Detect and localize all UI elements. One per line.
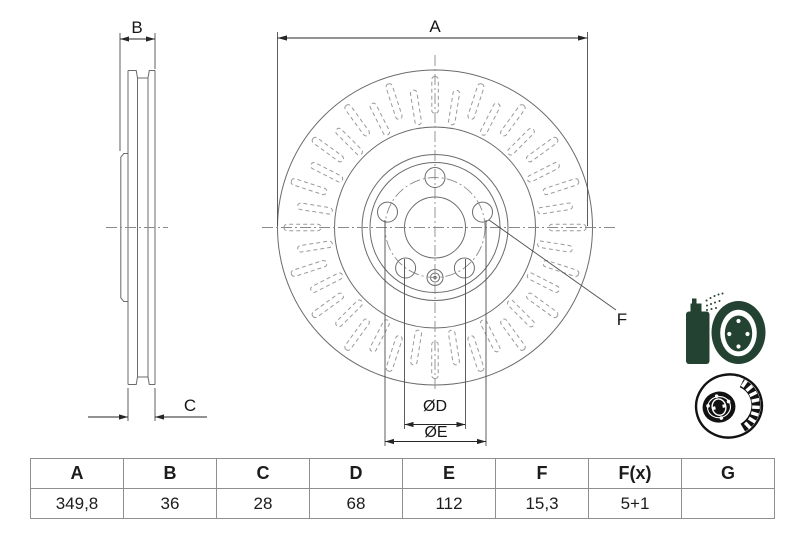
dim-label-diameter-e: ØE bbox=[424, 424, 448, 441]
bolt-hole bbox=[473, 202, 493, 222]
table-header-d: D bbox=[310, 459, 403, 489]
table-header-f: F bbox=[496, 459, 589, 489]
table-value-row bbox=[31, 489, 775, 519]
table-header-fx: F(x) bbox=[589, 459, 682, 489]
front-view bbox=[262, 17, 627, 446]
side-view bbox=[88, 18, 207, 421]
table-value-e: 112 bbox=[403, 489, 496, 519]
spray-mist bbox=[706, 293, 724, 312]
dim-label-f: F bbox=[616, 310, 628, 329]
spray-can-icon bbox=[686, 299, 710, 365]
dimension-c bbox=[88, 388, 207, 421]
table-value-d: 68 bbox=[310, 489, 403, 519]
table-value-a: 349,8 bbox=[31, 489, 124, 519]
dim-label-b: B bbox=[131, 18, 143, 37]
vented-disc-icon bbox=[690, 368, 768, 443]
table-value-f: 15,3 bbox=[496, 489, 589, 519]
table-header-a: A bbox=[31, 459, 124, 489]
dimension-table bbox=[30, 458, 775, 519]
table-header-b: B bbox=[124, 459, 217, 489]
table-header-g: G bbox=[682, 459, 775, 489]
table-value-g bbox=[682, 489, 775, 519]
table-value-fx: 5+1 bbox=[589, 489, 682, 519]
table-header-row bbox=[31, 459, 775, 489]
dimension-f bbox=[489, 220, 627, 329]
dim-label-c: C bbox=[183, 396, 197, 415]
spray-coated-disc-icon bbox=[686, 293, 766, 365]
dim-label-a: A bbox=[429, 17, 441, 36]
dim-label-diameter-d: ØD bbox=[423, 398, 447, 415]
table-header-e: E bbox=[403, 459, 496, 489]
table-header-c: C bbox=[217, 459, 310, 489]
table-value-c: 28 bbox=[217, 489, 310, 519]
table-value-b: 36 bbox=[124, 489, 217, 519]
